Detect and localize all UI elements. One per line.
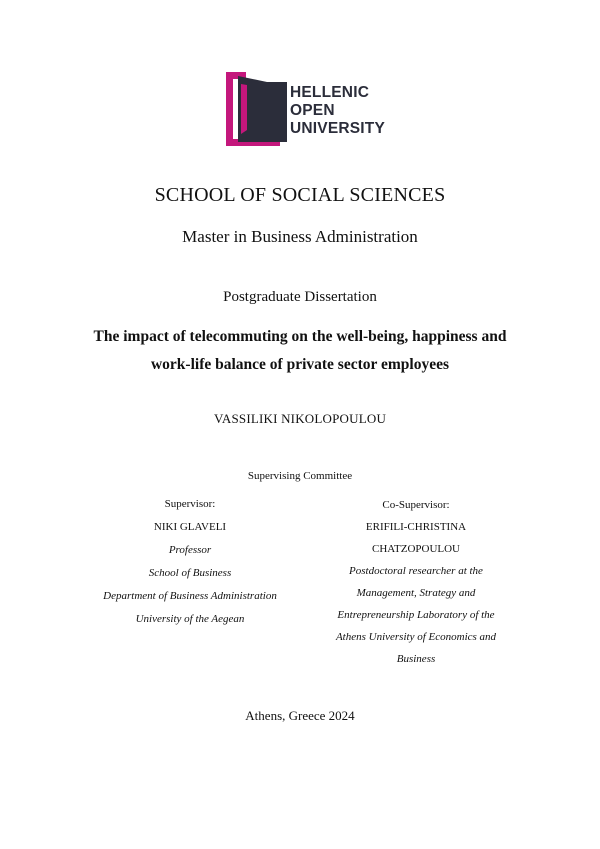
school-heading: SCHOOL OF SOCIAL SCIENCES bbox=[154, 184, 446, 206]
co-supervisor-role: Athens University of Economics and bbox=[335, 631, 497, 643]
supervisor-university: University of the Aegean bbox=[135, 613, 245, 625]
document-type: Postgraduate Dissertation bbox=[223, 289, 377, 305]
committee-label: Supervising Committee bbox=[247, 470, 353, 482]
logo-text-line: OPEN bbox=[290, 102, 335, 119]
co-supervisor-label: Co-Supervisor: bbox=[382, 499, 450, 511]
university-logo-mark bbox=[224, 70, 290, 148]
supervisor-name: NIKI GLAVELI bbox=[153, 521, 227, 533]
co-supervisor-role: Business bbox=[396, 653, 436, 665]
program-heading: Master in Business Administration bbox=[182, 227, 418, 246]
university-logo-text bbox=[290, 84, 385, 138]
supervisor-school: School of Business bbox=[148, 567, 232, 579]
title-line: work-life balance of private sector employees bbox=[150, 356, 449, 373]
co-supervisor-name: ERIFILI-CHRISTINA bbox=[365, 521, 467, 533]
logo-text-line: HELLENIC bbox=[290, 84, 370, 101]
co-supervisor-role: Postdoctoral researcher at the bbox=[349, 565, 483, 577]
supervisor-label: Supervisor: bbox=[164, 498, 216, 510]
place-and-year: Athens, Greece 2024 bbox=[245, 708, 355, 723]
co-supervisor-role: Management, Strategy and bbox=[356, 587, 476, 599]
title-line: The impact of telecommuting on the well-being, happiness and bbox=[93, 328, 507, 345]
supervisor-department: Department of Business Administration bbox=[103, 590, 277, 602]
co-supervisor-name: CHATZOPOULOU bbox=[372, 543, 460, 555]
supervisor-block bbox=[60, 493, 320, 631]
dissertation-title bbox=[0, 323, 600, 379]
supervisor-rank: Professor bbox=[168, 544, 212, 556]
hellenic-open-university-logo bbox=[224, 70, 404, 148]
logo-text-line: UNIVERSITY bbox=[290, 120, 386, 137]
co-supervisor-role: Entrepreneurship Laboratory of the bbox=[337, 609, 495, 621]
author-name: VASSILIKI NIKOLOPOULOU bbox=[213, 411, 387, 426]
co-supervisor-block bbox=[300, 494, 532, 670]
